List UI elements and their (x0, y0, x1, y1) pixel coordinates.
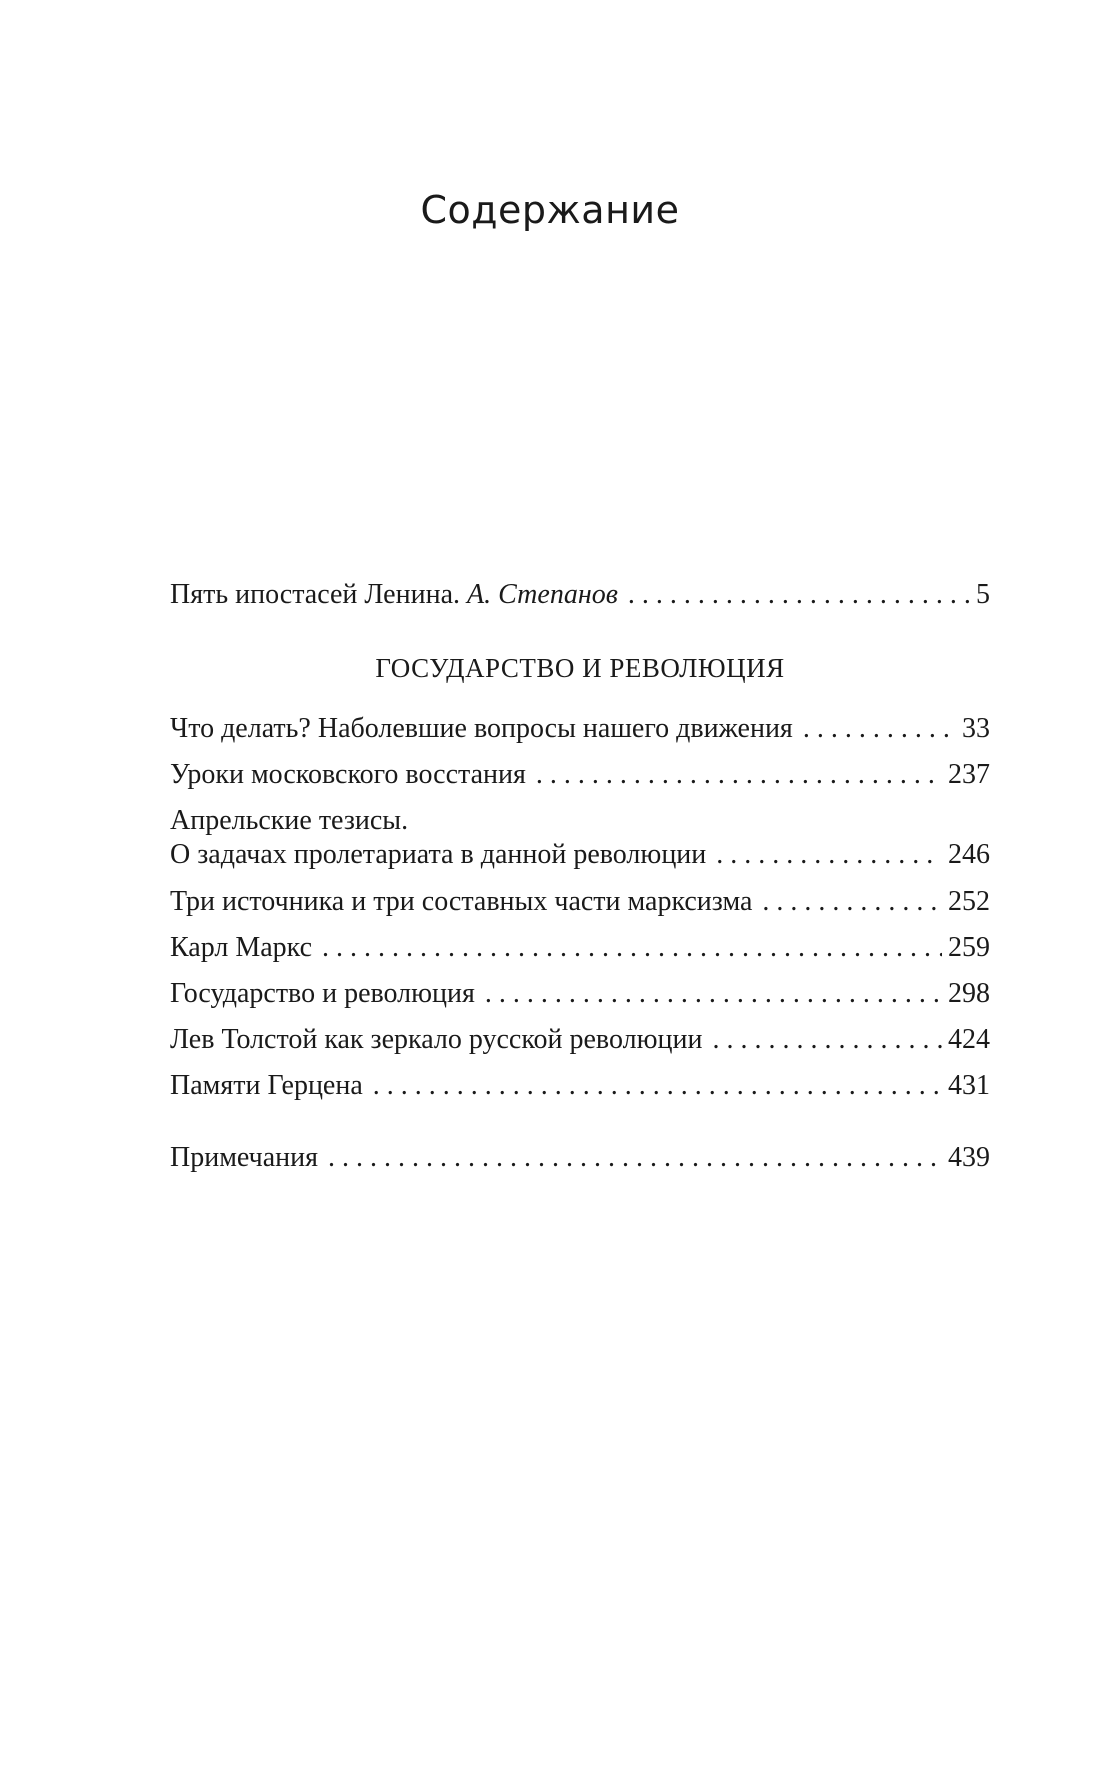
toc-entry-title: Примечания (170, 1142, 319, 1173)
toc-page-number: 5 (976, 579, 990, 610)
dot-leader (328, 1141, 942, 1175)
toc-entry-author: А. Степанов (467, 579, 618, 610)
dot-leader (762, 885, 942, 919)
dot-leader (536, 758, 942, 792)
toc-page-number: 298 (948, 978, 990, 1009)
toc-entry[interactable] (170, 885, 990, 919)
toc-entry-title: Что делать? Наболевшие вопросы нашего движения (170, 713, 793, 744)
toc-page-number: 424 (948, 1024, 990, 1055)
toc-entry[interactable] (170, 712, 990, 746)
toc-entry-title: Памяти Герцена (170, 1070, 363, 1101)
toc-entry-title: О задачах пролетариата в данной революции (170, 839, 707, 870)
dot-leader (322, 931, 942, 965)
toc-entry[interactable] (170, 1069, 990, 1103)
dot-leader (712, 1023, 942, 1057)
toc-entry-title: Государство и революция (170, 978, 475, 1009)
toc-entry-preface[interactable] (170, 578, 990, 612)
toc-entry-title: Карл Маркс (170, 932, 312, 963)
toc-entry-notes[interactable] (170, 1141, 990, 1175)
toc-entry-title: Уроки московского восстания (170, 759, 526, 790)
page-title: Содержание (420, 188, 680, 232)
toc-entry[interactable] (170, 977, 990, 1011)
dot-leader (485, 977, 942, 1011)
toc-page-number: 259 (948, 932, 990, 963)
dot-leader (628, 578, 970, 612)
dot-leader (716, 838, 942, 872)
toc-page-number: 431 (948, 1070, 990, 1101)
toc-entry-title-line1: Апрельские тезисы. (170, 805, 409, 836)
toc-entry[interactable] (170, 931, 990, 965)
toc-page-number: 439 (948, 1142, 990, 1173)
toc-entry-title: Пять ипостасей Ленина. А. Степанов (170, 579, 618, 610)
toc-entry-title: Лев Толстой как зеркало русской революции (170, 1024, 703, 1055)
dot-leader (803, 712, 956, 746)
toc-entry-title: Три источника и три составных части марксизма (170, 886, 753, 917)
toc-page-number: 246 (948, 839, 990, 870)
toc-entry[interactable] (170, 758, 990, 792)
toc-page-number: 33 (962, 713, 990, 744)
toc-entry[interactable] (170, 804, 990, 872)
section-heading: ГОСУДАРСТВО И РЕВОЛЮЦИЯ (375, 653, 785, 683)
dot-leader (373, 1069, 942, 1103)
toc-page-number: 252 (948, 886, 990, 917)
toc-page-number: 237 (948, 759, 990, 790)
toc-entry[interactable] (170, 1023, 990, 1057)
